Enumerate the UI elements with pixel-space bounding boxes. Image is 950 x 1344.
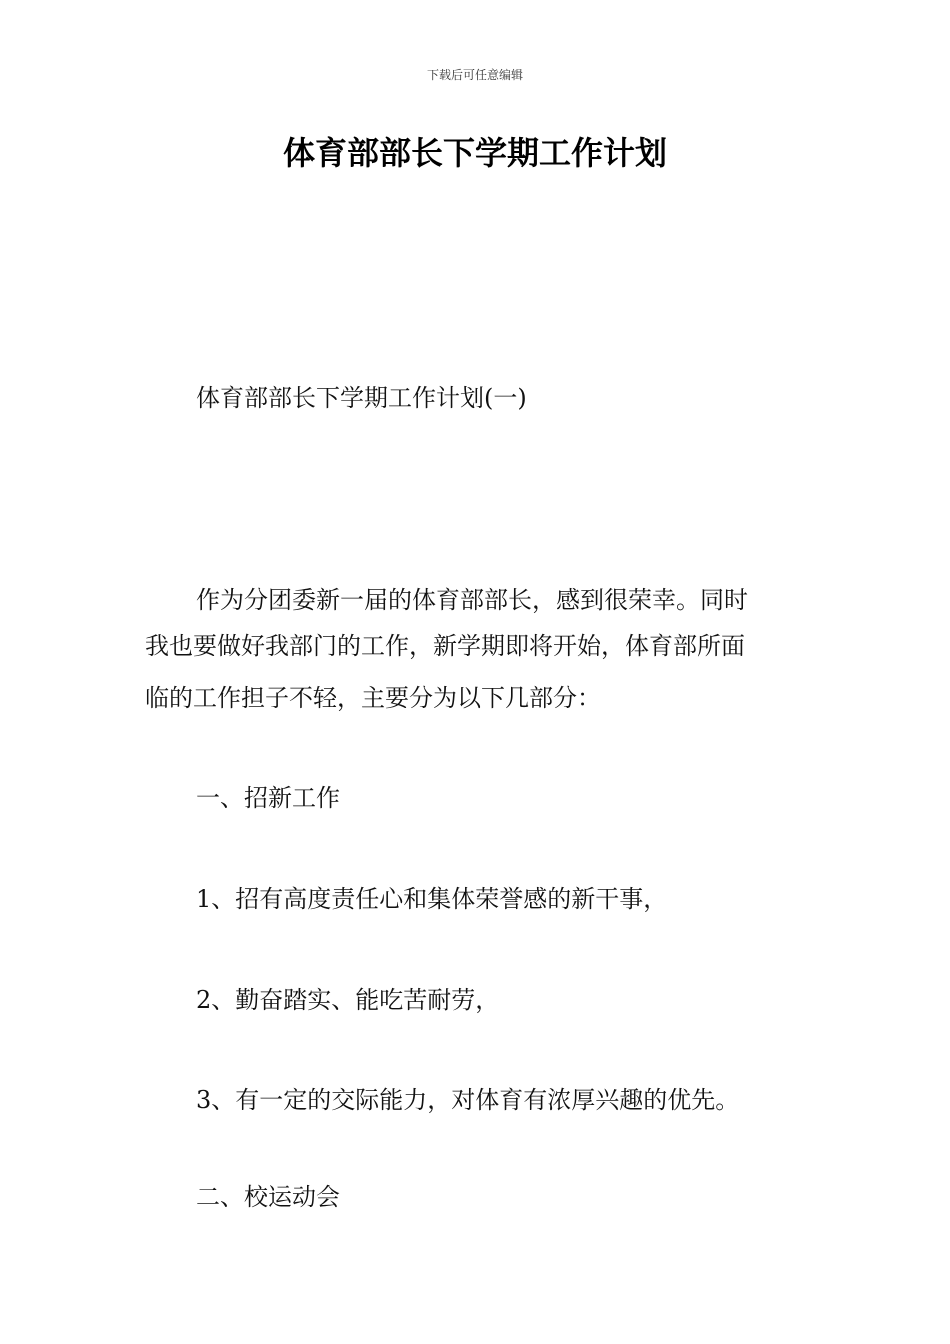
section-heading-recruitment: 一、招新工作 (196, 784, 340, 812)
intro-line: 作为分团委新一届的体育部部长，感到很荣幸。同时 (196, 586, 748, 614)
intro-line: 临的工作担子不轻，主要分为以下几部分： (145, 684, 601, 712)
intro-line: 我也要做好我部门的工作，新学期即将开始，体育部所面 (145, 632, 745, 660)
list-item: 3、有一定的交际能力，对体育有浓厚兴趣的优先。 (196, 1086, 740, 1114)
list-item: 2、勤奋踏实、能吃苦耐劳， (196, 986, 500, 1014)
document-subtitle: 体育部部长下学期工作计划(一) (196, 384, 527, 412)
section-heading-sports-meet: 二、校运动会 (196, 1183, 340, 1211)
list-item: 1、招有高度责任心和集体荣誉感的新干事， (196, 885, 668, 913)
document-title: 体育部部长下学期工作计划 (282, 134, 667, 172)
header-note: 下载后可任意编辑 (426, 68, 523, 82)
